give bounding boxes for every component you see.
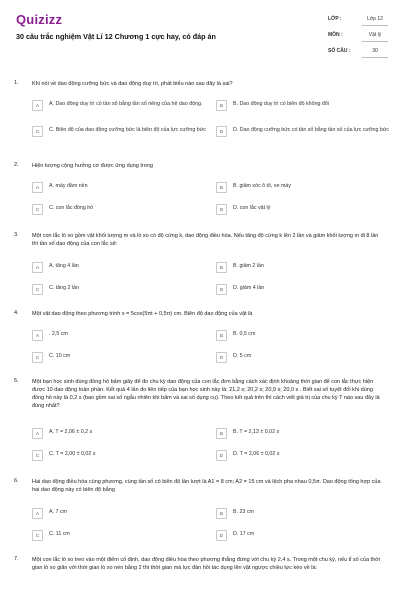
- option-text: A. tăng 4 lần: [49, 263, 79, 269]
- question-text: Một vật dao động theo phương trình x = 5cos(5πt + 0,5π) cm. Biên độ dao động của vật là: [32, 311, 253, 317]
- option-text: . 2,5 cm: [49, 331, 68, 337]
- question-text: Hiện tượng cộng hưởng cơ được ứng dụng trong: [32, 163, 153, 169]
- question-text: Một con lắc lò xo treo vào một điểm cố định, dao động điều hòa theo phương thẳng đứng với chu kỳ 2,4 s. Trong một chu kỳ, nếu tỉ số của thời gian lò xo giãn với thời gian lò xo nén bằng 2 thì thời gian mà lực đàn hồi tác dụng lên vật ngược chiều lực kéo về là:: [32, 557, 381, 571]
- option-text: B. 0,5 cm: [233, 331, 256, 337]
- option-letter: A: [32, 330, 43, 341]
- option-letter: B: [216, 428, 227, 439]
- meta-box: [328, 14, 388, 62]
- option-text: D. 17 cm: [233, 531, 255, 537]
- option-letter: D: [216, 204, 227, 215]
- question-number: 4.: [14, 310, 19, 316]
- option-text: D. T = 2,06 ± 0,02 s: [233, 451, 280, 457]
- option-letter: C: [32, 450, 43, 461]
- option-letter: C: [32, 352, 43, 363]
- option-text: B. giảm xóc ô tô, xe máy: [233, 183, 291, 189]
- option-letter: C: [32, 204, 43, 215]
- option-text: C. con lắc đồng hồ: [49, 205, 94, 211]
- meta-row-class: [328, 14, 388, 30]
- question-number: 7.: [14, 556, 19, 562]
- option-letter: D: [216, 352, 227, 363]
- option-text: A. Dao động duy trì có tần số bằng tần số riêng của hệ dao động.: [49, 101, 203, 107]
- quizizz-logo: Quizizz: [16, 12, 63, 27]
- option-text: C. 10 cm: [49, 353, 71, 359]
- question-text: Một con lắc lò xo gồm vật khối lượng m và lò xo có độ cứng k, dao động điều hòa. Nếu tăng độ cứng k lên 2 lần và giảm khối lượng m đi 8 lần thì tần số dao động của con lắc sẽ:: [32, 233, 379, 247]
- option-text: B. T = 2,13 ± 0,02 s: [233, 429, 280, 435]
- option-letter: D: [216, 530, 227, 541]
- worksheet-header: [0, 0, 400, 68]
- question-number: 1.: [14, 80, 19, 86]
- question-text: Khi nói về dao động cưỡng bức và dao động duy trì, phát biểu nào sau đây là sai?: [32, 81, 233, 87]
- option-letter: B: [216, 182, 227, 193]
- option-text: C. tăng 2 lần: [49, 285, 80, 291]
- option-letter: A: [32, 182, 43, 193]
- option-letter: A: [32, 262, 43, 273]
- option-letter: A: [32, 508, 43, 519]
- option-letter: A: [32, 428, 43, 439]
- option-text: B. giảm 2 lần: [233, 263, 264, 269]
- meta-row-subject: [328, 30, 388, 46]
- option-letter: B: [216, 100, 227, 111]
- option-text: A. T = 2,06 ± 0,2 s: [49, 429, 93, 435]
- question-text: Một bạn học sinh dùng đồng hồ bấm giây để đo chu kỳ dao động của con lắc đơn bằng cách xác định khoảng thời gian để con lắc thực hiện được 10 dao động toàn phần. Kết quả 4 lần đo liên tiếp của bạn học sinh này là: 21,2 s; 20,2 s; 20,9 s; 20,0 s . Biết sai số tuyệt đối khi dùng đồng hồ này là 0,2 s (bao gồm sai số ngẫu nhiên khi bấm và sai số dụng cụ). Theo kết quả trên thì cách viết giá trị của chu kỳ T nào sau đây là đúng nhất?: [32, 379, 380, 409]
- option-text: D. con lắc vật lý: [233, 205, 271, 211]
- question-number: 5.: [14, 378, 19, 384]
- meta-value: Lớp 12: [362, 14, 388, 26]
- option-text: A. máy đầm nền: [49, 183, 88, 189]
- option-text: B. 23 cm: [233, 509, 254, 515]
- meta-value: 30: [362, 46, 388, 58]
- question-text: Hai dao động điều hòa cùng phương, cùng tần số có biên độ lần lượt là A1 = 8 cm; A2 = 15 cm và lệch pha nhau 0,5π. Dao động tổng hợp của hai dao động này có biên độ bằng: [32, 479, 381, 493]
- option-text: C. Biên độ của dao động cưỡng bức là biên độ của lực cưỡng bức: [49, 127, 206, 133]
- question-number: 6.: [14, 478, 19, 484]
- option-letter: C: [32, 284, 43, 295]
- option-letter: B: [216, 262, 227, 273]
- meta-value: Vật lý: [362, 30, 388, 42]
- question-number: 3.: [14, 232, 19, 238]
- option-letter: B: [216, 330, 227, 341]
- option-text: C. 11 cm: [49, 531, 70, 537]
- option-letter: A: [32, 100, 43, 111]
- option-text: A. 7 cm: [49, 509, 67, 515]
- meta-row-count: [328, 46, 388, 62]
- meta-label: MÔN :: [328, 32, 343, 38]
- option-text: D. giảm 4 lần: [233, 285, 265, 291]
- option-letter: D: [216, 450, 227, 461]
- option-text: B. Dao động duy trì có biên độ không đổi: [233, 101, 329, 107]
- option-letter: D: [216, 126, 227, 137]
- meta-label: SỐ CÂU :: [328, 48, 351, 54]
- option-text: D. 5 cm: [233, 353, 252, 359]
- option-text: D. Dao động cưỡng bức có tần số bằng tần số của lực cưỡng bức: [233, 127, 390, 133]
- option-letter: C: [32, 126, 43, 137]
- meta-label: LỚP :: [328, 16, 342, 22]
- option-letter: C: [32, 530, 43, 541]
- option-letter: D: [216, 284, 227, 295]
- option-text: C. T = 2,00 ± 0,02 s: [49, 451, 96, 457]
- option-letter: B: [216, 508, 227, 519]
- question-number: 2.: [14, 162, 19, 168]
- worksheet-title: 30 câu trắc nghiệm Vật Lí 12 Chương 1 cực hay, có đáp án: [16, 32, 216, 41]
